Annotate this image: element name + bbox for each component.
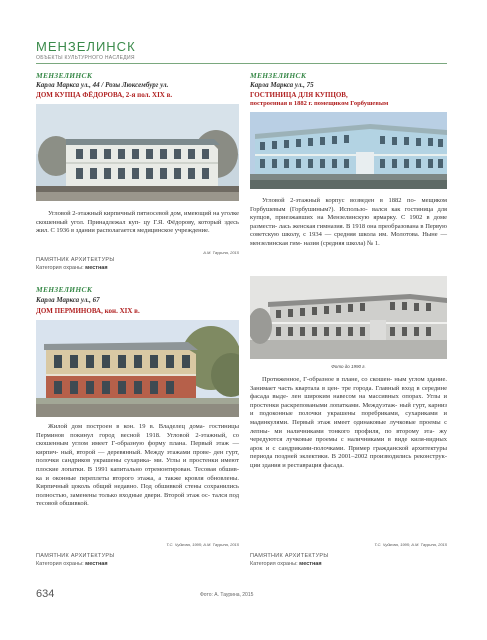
monument-type: ПАМЯТНИК АРХИТЕКТУРЫ bbox=[36, 553, 115, 559]
header-divider bbox=[36, 63, 447, 64]
hotel-illustration bbox=[250, 112, 447, 189]
entry-description bbox=[36, 210, 239, 236]
photo-hotel-color bbox=[250, 112, 447, 189]
entry-description-continued bbox=[250, 376, 447, 471]
desc-line: Г-образную форму плана. Первый этаж — кирпич- bbox=[36, 440, 240, 456]
desc-line: гостиницы Перминов покинул город весной 1918. bbox=[36, 423, 239, 439]
desc-line: виде киля-видных арок и с сандриками-полочками. bbox=[250, 436, 447, 452]
desc-line: заменены только входные двери. Второй этаж ос- bbox=[70, 491, 211, 499]
desc-line: жу чередуются лучковые проемы с наличниками в bbox=[250, 427, 448, 444]
desc-line: В 1991 капитально отремонтирован. Тесовая обшив- bbox=[87, 465, 239, 473]
desc-line: цу Г.Я. Фёдорову, который здесь жил. С 1936 в bbox=[36, 218, 240, 235]
entry-city-label: МЕНЗЕЛИНСК bbox=[36, 285, 93, 294]
entry-address: Карла Маркса ул., 75 bbox=[250, 81, 314, 89]
desc-line: этаж имеет одинаковые лучковые проемы с лепны- bbox=[250, 418, 447, 435]
monument-type: ПАМЯТНИК АРХИТЕКТУРЫ bbox=[36, 257, 115, 263]
desc-line: ми. Углы и простенки имеют плоские лопатки. bbox=[36, 457, 239, 473]
page-section-title: МЕНЗЕЛИНСК bbox=[36, 39, 136, 54]
desc-line: Угловой 2-этажный кирпичный пятиосевой дом, bbox=[48, 210, 183, 217]
desc-line: назия (средняя школа) № 1. bbox=[303, 239, 380, 247]
desc-line: простенки раскреповаными лопатками. Междуэтаж- bbox=[250, 401, 398, 409]
desc-line: в Первую советскую школу, с 1934 — средняя bbox=[250, 222, 447, 239]
photo-credit: А.М. Таурина, 2015 bbox=[203, 250, 239, 255]
desc-line: эклектики. В 2001–2002 производились реконструк- bbox=[299, 453, 447, 461]
entry-address: Карла Маркса ул., 44 / Розы Люксембург ул. bbox=[36, 81, 169, 89]
desc-line: Под обшивкой стены сохранились полностью, bbox=[36, 483, 239, 499]
category-label: Категория охраны: bbox=[250, 561, 298, 567]
desc-line: Угловой 2-этажный, со скошенным углом имеет bbox=[36, 431, 240, 448]
fedorov-house-illustration bbox=[36, 104, 239, 201]
entry-city-label: МЕНЗЕЛИНСК bbox=[36, 71, 93, 80]
desc-line: кровля обновлены. Кирпичный цоколь общий недавно. bbox=[36, 474, 239, 491]
desc-line: ции здания и реставрация фасада. bbox=[250, 461, 344, 469]
category-label: Категория охраны: bbox=[36, 265, 84, 271]
entry-title: ДОМ КУПЦА ФЁДОРОВА, 2-я пол. XIX в. bbox=[36, 91, 173, 99]
desc-line: ным углом здание. Занимает часть квартала в цен- bbox=[250, 376, 447, 392]
desc-line: поребриками, сухариками и мадинкулями. Первый bbox=[250, 410, 447, 426]
photo-credit: Т.С. Чуйкова, 1995; А.М. Таурина, 2015 bbox=[374, 542, 447, 547]
desc-line: здании располагается медицинское учреждение. bbox=[75, 227, 210, 235]
protection-category bbox=[36, 561, 108, 567]
photo-fedorov-house bbox=[36, 104, 239, 201]
desc-line: Протяженное, Г-образное в плане, со скошен- bbox=[262, 376, 393, 383]
photo-caption: Фото до 1990 г. bbox=[331, 364, 366, 369]
photo-credit: Т.С. Чуйкова, 1995; А.М. Таурина, 2015 bbox=[166, 542, 239, 547]
protection-category bbox=[36, 265, 108, 271]
protection-category bbox=[250, 561, 322, 567]
photo-hotel-historic bbox=[250, 276, 447, 359]
entry-address: Карла Маркса ул., 67 bbox=[36, 296, 100, 304]
desc-line: мещиком Горбушевым (Горбушиным?). Использо- bbox=[250, 197, 448, 213]
desc-line: вался как гостиница для купцов, приезжавших на bbox=[250, 205, 447, 222]
entry-city-label: МЕНЗЕЛИНСК bbox=[250, 71, 307, 80]
entry-title: ГОСТИНИЦА ДЛЯ КУПЦОВ, bbox=[250, 91, 348, 99]
desc-line: имеющий на уголке скошенный угол. Принадлежал куп- bbox=[36, 210, 240, 226]
desc-line: Жилой дом построен в кон. 19 в. Владелец дома- bbox=[48, 423, 205, 430]
entry-description bbox=[250, 197, 447, 249]
desc-line: ка и оконные переплеты второго этажа, а также bbox=[36, 474, 182, 482]
desc-line: ден гурт, полочки сандриков украшены сухарика- bbox=[36, 448, 240, 465]
category-label: Категория охраны: bbox=[36, 561, 84, 567]
section-subtitle: ОБЪЕКТЫ КУЛЬТУРНОГО НАСЛЕДИЯ bbox=[36, 55, 135, 61]
category-value: местная bbox=[299, 561, 322, 567]
footer-photo-credit: Фото: А. Таурина, 2015 bbox=[200, 592, 254, 598]
category-value: местная bbox=[85, 265, 108, 271]
photo-perminov-house bbox=[36, 320, 239, 417]
desc-line: Угловой 2-этажный корпус возведен в 1882 по- bbox=[262, 197, 416, 204]
category-value: местная bbox=[85, 561, 108, 567]
desc-line: тре города. Главный вход в середине фасада выде- bbox=[250, 384, 447, 401]
desc-line: ный гурт, карниз и подоконные полочки украшены bbox=[250, 401, 447, 418]
desc-line: лен широким навесом на массивных опорах. Углы и bbox=[291, 393, 447, 401]
entry-description bbox=[36, 423, 239, 509]
entry-title-continued: построенная в 1882 г. помещиком Горбушевым bbox=[250, 100, 389, 107]
desc-line: тался под тесовой обшивкой. bbox=[36, 491, 240, 508]
desc-line: Мензелинскую ярмарку. С 1902 в доме размести- bbox=[250, 214, 447, 230]
page-number: 634 bbox=[36, 588, 55, 600]
desc-line: лась женская гимназия. В 1918 она преобразована bbox=[278, 222, 419, 230]
desc-line: ми наличниками тонкого профиля, по второму эта- bbox=[274, 427, 435, 435]
monument-type: ПАМЯТНИК АРХИТЕКТУРЫ bbox=[250, 553, 329, 559]
desc-line: школа им. Молотова. Ныне — мензелинская гим- bbox=[250, 231, 448, 247]
hotel-historic-illustration bbox=[250, 276, 447, 359]
desc-line: Пример гражданской архитектуры периода поздней bbox=[250, 444, 448, 461]
desc-line: ный, второй — деревянный. Между этажами прове- bbox=[60, 448, 212, 456]
entry-title: ДОМ ПЕРМИНОВА, кон. XIX в. bbox=[36, 307, 140, 315]
perminov-house-illustration bbox=[36, 320, 239, 417]
